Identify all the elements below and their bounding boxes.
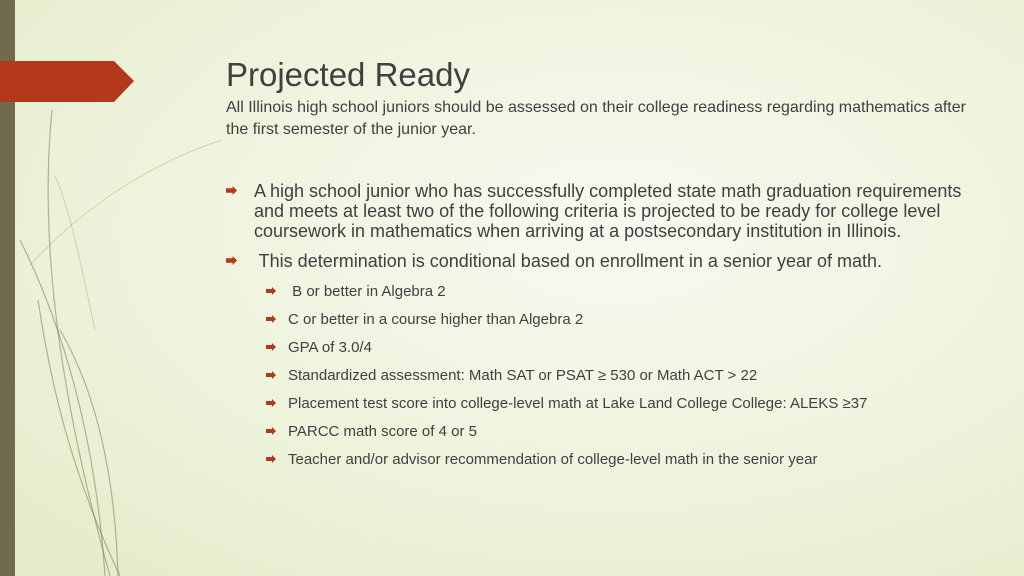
- criteria-text: B or better in Algebra 2: [288, 283, 446, 300]
- criteria-item: [226, 311, 986, 339]
- bullet-item: [226, 251, 986, 271]
- bullet-list: [226, 181, 986, 479]
- slide-title: Projected Ready: [226, 56, 470, 93]
- bullet-arrow-icon: [226, 256, 237, 265]
- bullet-text: This determination is conditional based on enrollment in a senior year of math.: [254, 251, 883, 271]
- criteria-item: [226, 451, 986, 479]
- criteria-text: C or better in a course higher than Algebra 2: [288, 311, 584, 328]
- bullet-arrow-icon: [266, 287, 276, 295]
- bullet-item: [226, 181, 986, 241]
- bullet-arrow-icon: [266, 371, 276, 379]
- bullet-arrow-icon: [266, 427, 276, 435]
- criteria-text: Placement test score into college-level math at Lake Land College College: ALEKS ≥37: [288, 395, 868, 412]
- bullet-arrow-icon: [266, 455, 276, 463]
- criteria-text: Standardized assessment: Math SAT or PSAT ≥ 530 or Math ACT > 22: [288, 367, 758, 384]
- title-accent-tab: [0, 61, 134, 102]
- criteria-text: GPA of 3.0/4: [288, 339, 372, 356]
- criteria-item: [226, 283, 986, 311]
- criteria-item: [226, 423, 986, 451]
- criteria-item: [226, 367, 986, 395]
- bullet-arrow-icon: [226, 186, 237, 195]
- slide-subtitle: All Illinois high school juniors should be assessed on their college readiness regarding mathematics after the first semester of the junior year.: [226, 99, 966, 138]
- bullet-arrow-icon: [266, 315, 276, 323]
- criteria-item: [226, 395, 986, 423]
- bullet-arrow-icon: [266, 343, 276, 351]
- criteria-text: Teacher and/or advisor recommendation of college-level math in the senior year: [288, 451, 818, 468]
- criteria-text: PARCC math score of 4 or 5: [288, 423, 477, 440]
- bullet-text: A high school junior who has successfully completed state math graduation requirements and meets at least two of the following criteria is projected to be ready for college level coursework in mathematics when arriving at a postsecondary institution in Illinois.: [254, 181, 962, 241]
- bullet-arrow-icon: [266, 399, 276, 407]
- criteria-item: [226, 339, 986, 367]
